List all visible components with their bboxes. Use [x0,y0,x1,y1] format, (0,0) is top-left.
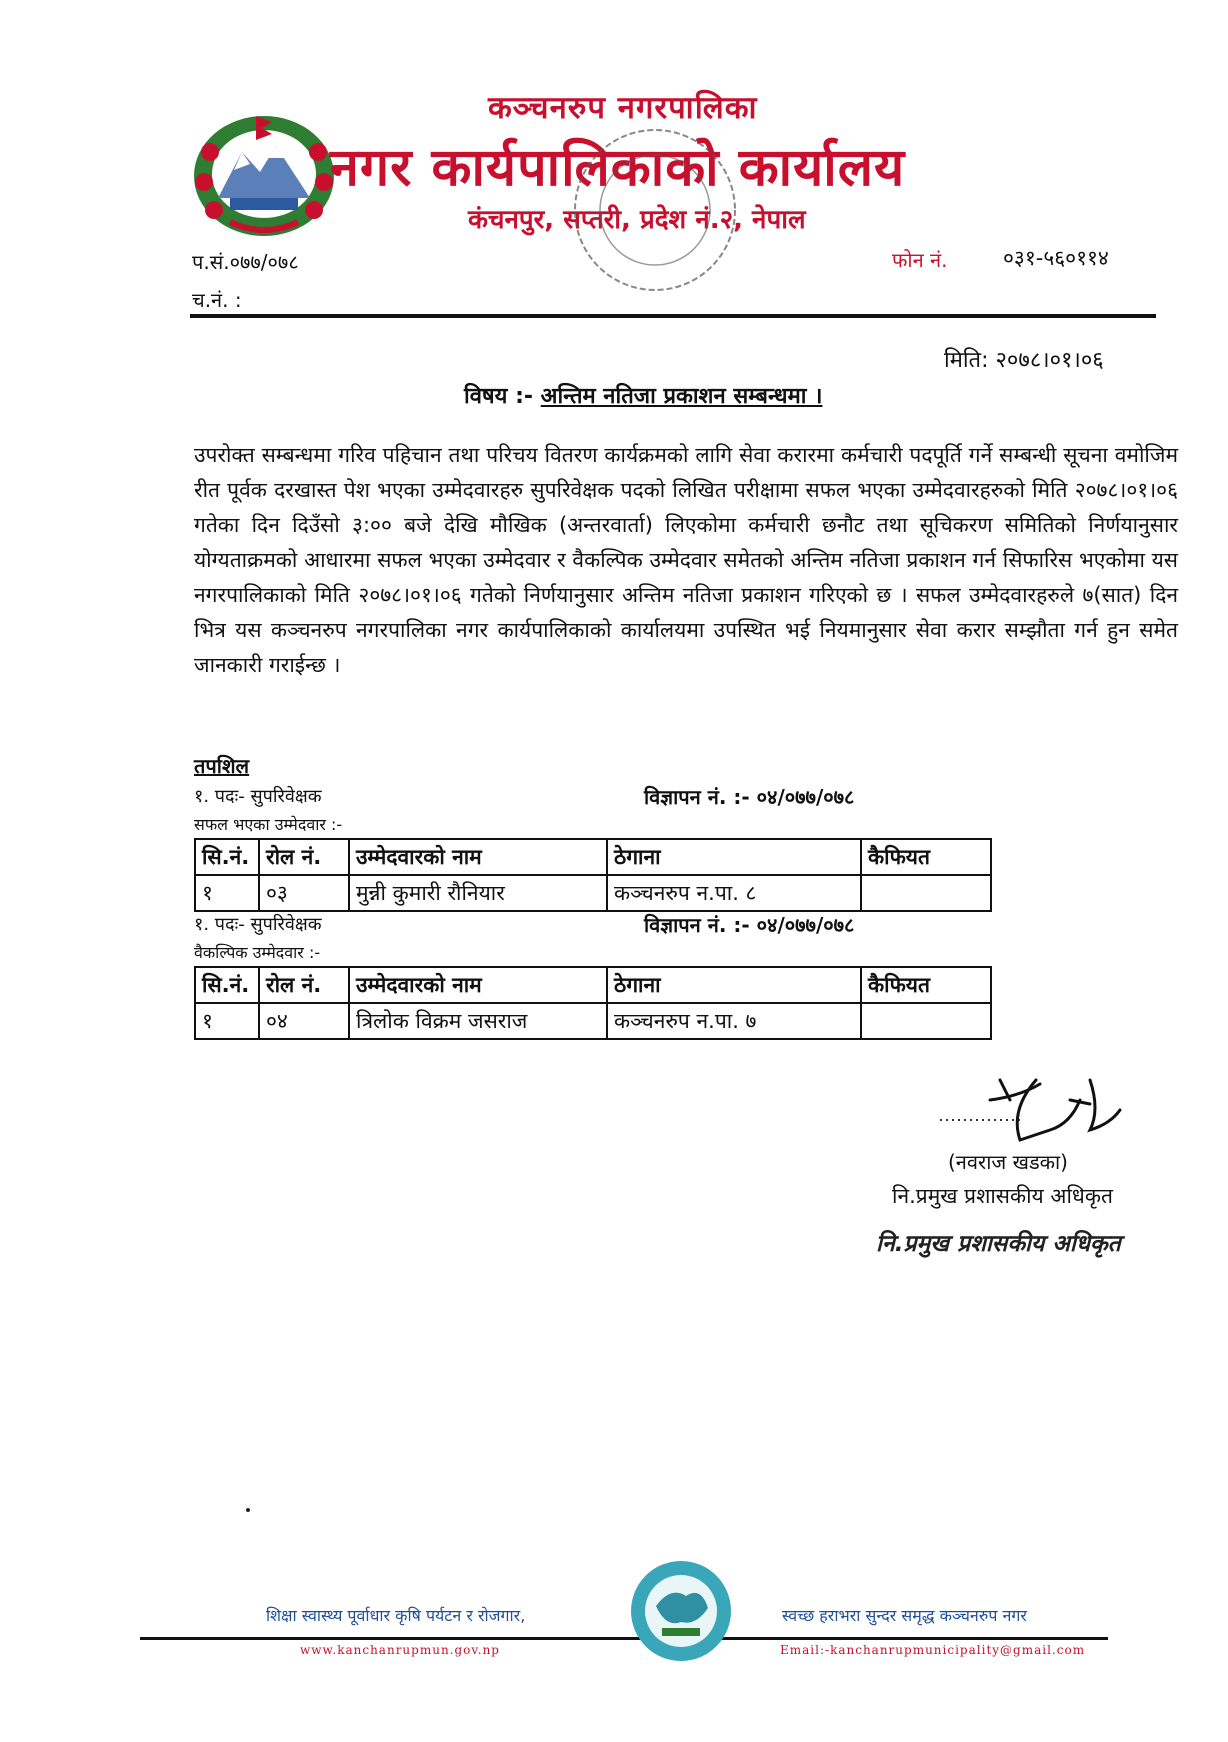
col-roll: रोल नं. [259,967,349,1003]
cell-serial: १ [195,875,259,911]
notice-body: उपरोक्त सम्बन्धमा गरिव पहिचान तथा परिचय वितरण कार्यक्रमको लागि सेवा करारमा कर्मचारी पदपूर्ति गर्ने सम्बन्धी सूचना वमोजिम रीत पूर्वक दरखास्त पेश भएका उम्मेदवारहरु सुपरिवेक्षक पदको लिखित परीक्षामा सफल भएका उम्मेदवारहरुको मिति २०७८।०१।०६ गतेका दिन दिउँसो ३:०० बजे देखि मौखिक (अन्तरवार्ता) लिएकोमा कर्मचारी छनौट तथा सूचिकरण समितिको निर्णयानुसार योग्यताक्रमको आधारमा सफल भएका उम्मेदवार र वैकल्पिक उम्मेदवार समेतको अन्तिम नतिजा प्रकाशन गर्न सिफारिस भएकोमा यस नगरपालिकाको मिति २०७८।०१।०६ गतेको निर्णयानुसार अन्तिम नतिजा प्रकाशन गरिएको छ । सफल उम्मेदवारहरुले ७(सात) दिन भित्र यस कञ्चनरुप नगरपालिका नगर कार्यपालिकाको कार्यालयमा उपस्थित भई नियमानुसार सेवा करार सम्झौता गर्न हुन समेत जानकारी गराईन्छ । [194,443,1178,677]
cell-remarks [861,1003,991,1039]
candidate-type: वैकल्पिक उम्मेदवार :- [194,943,321,962]
signature-icon [940,1060,1150,1160]
cell-roll: ०४ [259,1003,349,1039]
post-title: १. पदः- सुपरिवेक्षक [194,786,322,807]
details-heading: तपशिल [194,754,250,778]
col-serial: सि.नं. [195,967,259,1003]
cell-name: त्रिलोक विक्रम जसराज [349,1003,607,1039]
footer-email: Email:-kanchanrupmunicipality@gmail.com [780,1643,1086,1657]
letter-date: मिति: २०७८।०१।०६ [944,348,1104,373]
table-row [195,1003,991,1039]
cell-roll: ०३ [259,875,349,911]
table-row [195,875,991,911]
alternate-candidates-table [194,966,992,1040]
dispatch-number: च.नं. : [192,288,242,312]
signatory-title: नि.प्रमुख प्रशासकीय अधिकृत [892,1184,1113,1208]
reference-number: प.सं.०७७/०७८ [192,250,299,274]
phone-label: फोन नं. [892,248,948,272]
footer-divider [140,1637,1108,1640]
phone-number: ०३१-५६०११४ [1003,246,1109,270]
cell-serial: १ [195,1003,259,1039]
advertisement-number: विज्ञापन नं. :- ०४/०७७/०७८ [644,785,855,809]
footer-website: www.kanchanrupmun.gov.np [300,1643,500,1657]
post-title: १. पदः- सुपरिवेक्षक [194,914,322,935]
speck [246,1508,250,1512]
header-divider [190,314,1156,318]
cell-remarks [861,875,991,911]
footer-slogan-right: स्वच्छ हराभरा सुन्दर समृद्ध कञ्चनरुप नगर [782,1606,1027,1625]
cell-address: कञ्चनरुप न.पा. ८ [607,875,861,911]
office-name: नगर कार्यपालिकाको कार्यालय [330,138,906,198]
col-remarks: कैफियत [861,839,991,875]
footer-slogan-left: शिक्षा स्वास्थ्य पूर्वाधार कृषि पर्यटन र रोजगार, [266,1606,526,1625]
col-roll: रोल नं. [259,839,349,875]
subject-label: विषय :- [464,384,533,409]
signatory-name: (नवराज खडका) [948,1150,1068,1174]
col-name: उम्मेदवारको नाम [349,967,607,1003]
advertisement-number: विज्ञापन नं. :- ०४/०७७/०७८ [644,913,855,937]
col-name: उम्मेदवारको नाम [349,839,607,875]
municipality-name: कञ्चनरुप नगरपालिका [488,90,758,126]
candidate-type: सफल भएका उम्मेदवार :- [194,815,343,834]
col-address: ठेगाना [607,839,861,875]
office-seal-icon [560,100,750,300]
cell-address: कञ्चनरुप न.पा. ७ [607,1003,861,1039]
subject-text: अन्तिम नतिजा प्रकाशन सम्बन्धमा । [540,384,823,409]
office-address: कंचनपुर, सप्तरी, प्रदेश नं.२, नेपाल [468,205,806,235]
table-header-row [195,967,991,1003]
subject-line [464,380,822,410]
nepal-emblem-icon [190,112,338,240]
successful-candidates-table [194,838,992,912]
col-address: ठेगाना [607,967,861,1003]
col-remarks: कैफियत [861,967,991,1003]
table-header-row [195,839,991,875]
cell-name: मुन्नी कुमारी रौनियार [349,875,607,911]
signatory-stamp: नि.प्रमुख प्रशासकीय अधिकृत [876,1231,1121,1257]
municipality-logo-icon [626,1556,736,1666]
col-serial: सि.नं. [195,839,259,875]
